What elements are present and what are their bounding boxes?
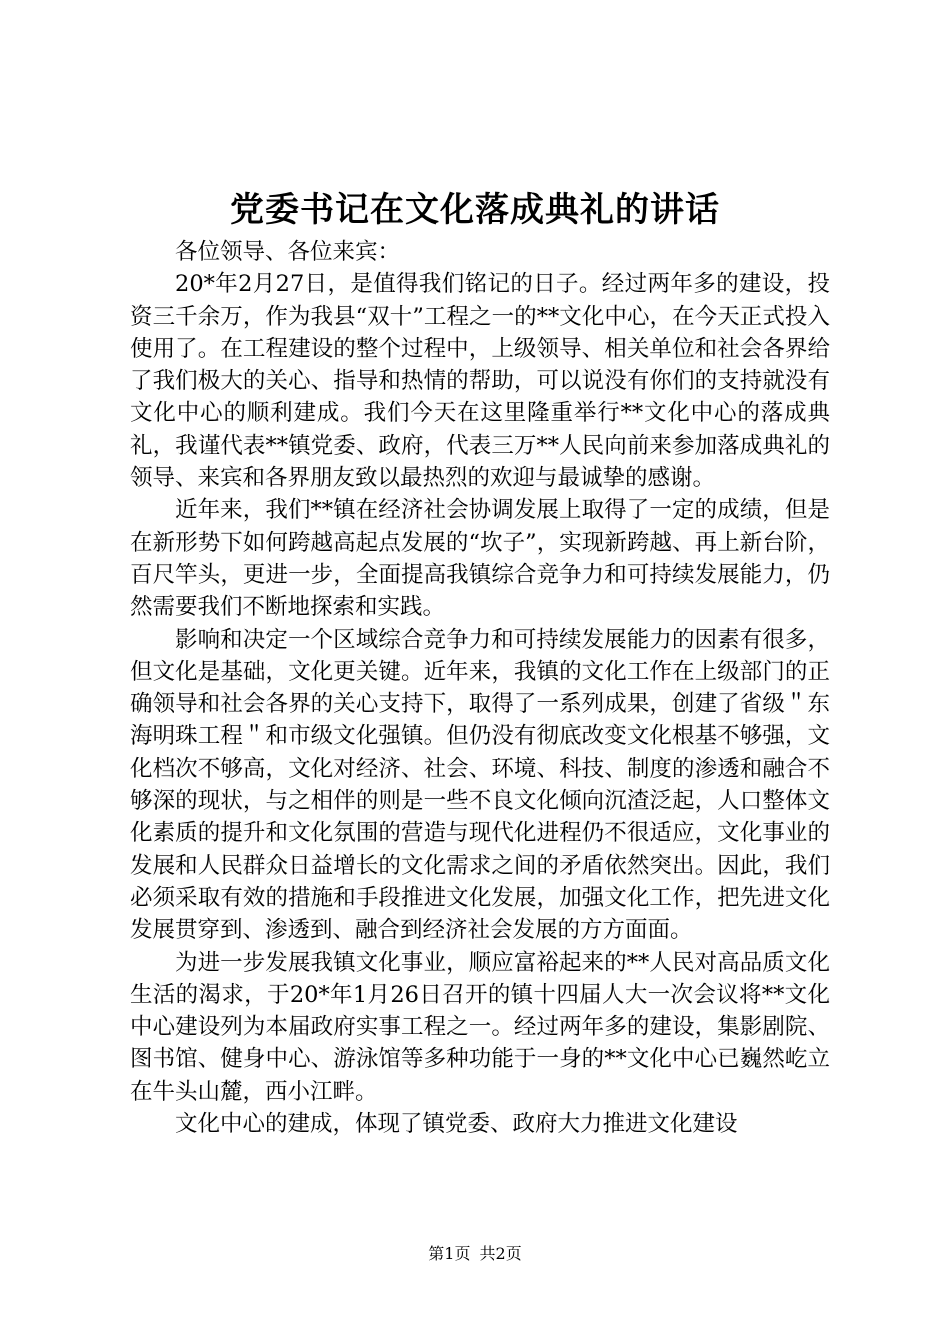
paragraph: 近年来，我们**镇在经济社会协调发展上取得了一定的成绩，但是在新形势下如何跨越高起点发展的“坎子”，实现新跨越、再上新台阶，百尺竿头，更进一步，全面提高我镇综合竞争力和可持续发展能力，仍然需要我们不断地探索和实践。 — [130, 497, 830, 621]
page-number: 第1页 — [428, 1244, 471, 1263]
paragraph: 为进一步发展我镇文化事业，顺应富裕起来的**人民对高品质文化生活的渴求，于20*年1月26日召开的镇十四届人大一次会议将**文化中心建设列为本届政府实事工程之一。经过两年多的建设，集影剧院、图书馆、健身中心、游泳馆等多种功能于一身的**文化中心已巍然屹立在牛头山麓，西小江畔。 — [130, 949, 830, 1105]
document-title: 党委书记在文化落成典礼的讲话 — [230, 190, 720, 230]
document-body — [130, 236, 830, 1140]
page-footer — [0, 1243, 950, 1265]
paragraph: 20*年2月27日，是值得我们铭记的日子。经过两年多的建设，投资三千余万，作为我县“双十”工程之一的**文化中心，在今天正式投入使用了。在工程建设的整个过程中，上级领导、相关单位和社会各界给了我们极大的关心、指导和热情的帮助，可以说没有你们的支持就没有文化中心的顺利建成。我们今天在这里隆重举行**文化中心的落成典礼，我谨代表**镇党委、政府，代表三万**人民向前来参加落成典礼的领导、来宾和各界朋友致以最热烈的欢迎与最诚挚的感谢。 — [130, 271, 830, 492]
paragraph: 影响和决定一个区域综合竞争力和可持续发展能力的因素有很多，但文化是基础，文化更关键。近年来，我镇的文化工作在上级部门的正确领导和社会各界的关心支持下，取得了一系列成果，创建了省级＂东海明珠工程＂和市级文化强镇。但仍没有彻底改变文化根基不够强，文化档次不够高，文化对经济、社会、环境、科技、制度的渗透和融合不够深的现状，与之相伴的则是一些不良文化倾向沉渣泛起，人口整体文化素质的提升和文化氛围的营造与现代化进程仍不很适应，文化事业的发展和人民群众日益增长的文化需求之间的矛盾依然突出。因此，我们必须采取有效的措施和手段推进文化发展，加强文化工作，把先进文化发展贯穿到、渗透到、融合到经济社会发展的方方面面。 — [130, 626, 830, 944]
page-total: 共2页 — [479, 1244, 522, 1263]
paragraph: 文化中心的建成，体现了镇党委、政府大力推进文化建设 — [175, 1111, 738, 1138]
salutation: 各位领导、各位来宾： — [175, 239, 401, 265]
